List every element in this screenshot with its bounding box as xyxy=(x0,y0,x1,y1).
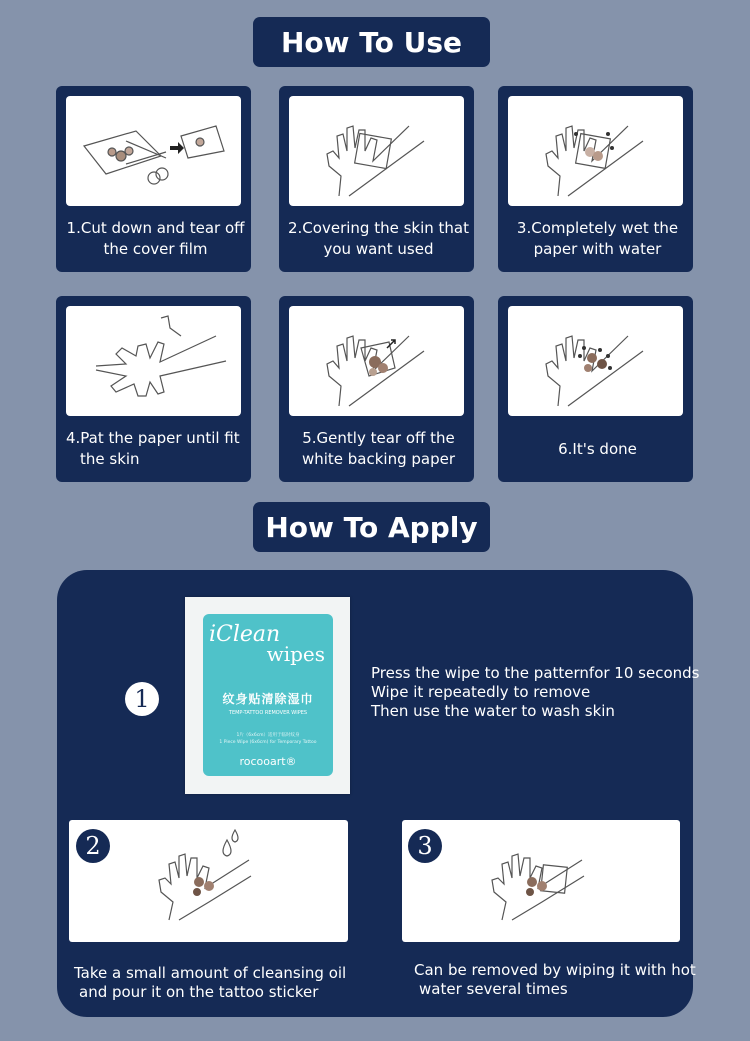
step-caption-line: 2.Covering the skin that xyxy=(288,219,469,237)
step-caption-line: white backing paper xyxy=(301,450,456,468)
hand-pat-icon xyxy=(66,306,241,416)
wipe-fine-print: 1 Piece Wipe (6x6cm) for Temporary Tattoo xyxy=(219,740,317,745)
how-to-use-title: How To Use xyxy=(253,17,490,67)
step-caption-line: 6.It's done xyxy=(558,439,637,458)
wipe-brand: iClean xyxy=(209,622,281,647)
instruction-line: Wipe it repeatedly to remove xyxy=(371,683,591,701)
caption-line: water several times xyxy=(419,980,568,998)
step-caption-line: 3.Completely wet the xyxy=(516,219,679,237)
step-caption-line: you want used xyxy=(323,240,434,258)
wipe-package-image xyxy=(185,597,350,794)
how-to-apply-title: How To Apply xyxy=(253,502,490,552)
step-number-2: 2 xyxy=(76,829,110,863)
step-number-1: 1 xyxy=(125,682,159,716)
step-card-3 xyxy=(498,86,693,272)
caption-line: Take a small amount of cleansing oil xyxy=(74,964,347,982)
step-caption-line: 4.Pat the paper until fit xyxy=(66,429,240,447)
instruction-line: Then use the water to wash skin xyxy=(371,702,615,720)
scissors-icon xyxy=(66,96,241,206)
hand-icon xyxy=(289,96,464,206)
step-card-1 xyxy=(56,86,251,272)
step-caption-line: paper with water xyxy=(533,240,662,258)
step-number-3: 3 xyxy=(408,829,442,863)
step3-caption xyxy=(414,961,704,999)
step-card-5 xyxy=(279,296,474,482)
caption-line: Can be removed by wiping it with hot xyxy=(414,961,696,979)
wipe-chinese-label: 纹身贴清除湿巾 xyxy=(222,692,314,706)
instruction-line: Press the wipe to the patternfor 10 seconds xyxy=(371,664,700,682)
hand-done-icon xyxy=(508,306,683,416)
step-caption-line: 5.Gently tear off the xyxy=(302,429,455,447)
caption-line: and pour it on the tattoo sticker xyxy=(79,983,319,1001)
step-caption-line: the cover film xyxy=(103,240,208,258)
apply-panel xyxy=(57,570,693,1017)
oil-pour-illustration xyxy=(69,820,348,942)
step-card-2 xyxy=(279,86,474,272)
hand-water-icon xyxy=(508,96,683,206)
step1-instructions xyxy=(371,664,700,721)
step-caption-line: the skin xyxy=(80,450,140,468)
step-caption-line: 1.Cut down and tear off xyxy=(66,219,245,237)
wipe-fine-print: 1片（6x6cm）适用于临时纹身 xyxy=(236,733,300,738)
wipe-subtitle: TEMP-TATTOO REMOVER WIPES xyxy=(228,710,308,716)
wipe-off-illustration xyxy=(402,820,680,942)
wipe-brand: wipes xyxy=(266,642,325,666)
hand-peel-icon xyxy=(289,306,464,416)
step-card-4 xyxy=(56,296,251,482)
step2-caption xyxy=(74,964,364,1002)
step-card-6 xyxy=(498,296,693,482)
wipe-logo: rocooart® xyxy=(239,755,297,768)
